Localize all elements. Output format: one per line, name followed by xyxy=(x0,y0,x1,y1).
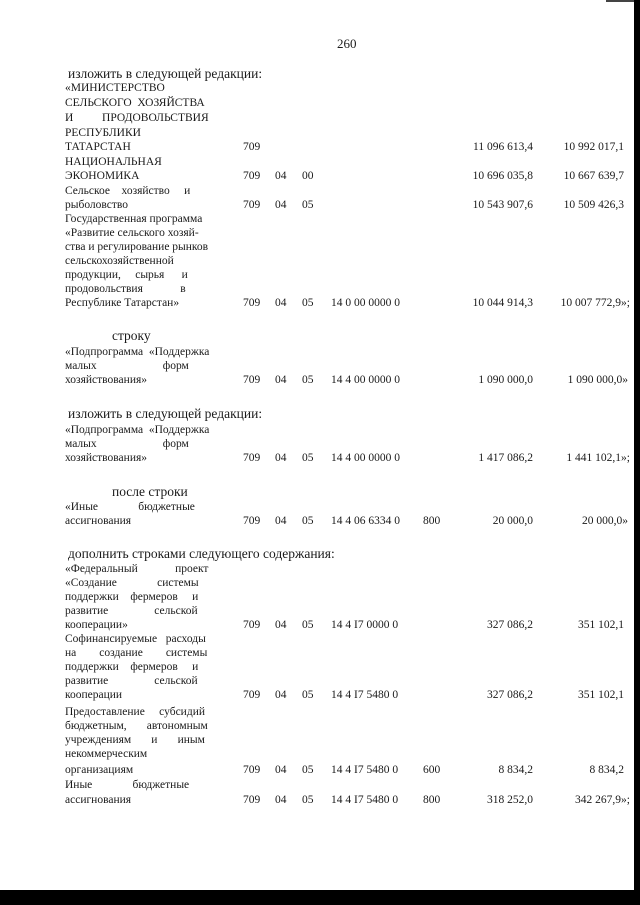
econ-value-2: 10 667 639,7 xyxy=(563,170,624,182)
other-alloc-line: «Иные бюджетные xyxy=(65,501,195,513)
program-line: ства и регулирование рынков xyxy=(65,241,209,253)
other-alloc-target: 14 4 06 6334 0 xyxy=(331,515,400,527)
subsidy-expense-type: 600 xyxy=(423,764,441,776)
other-alloc-new-section: 04 xyxy=(275,794,287,806)
subprogram-new-target: 14 4 00 0000 0 xyxy=(331,452,400,464)
scan-top-mark xyxy=(606,0,634,2)
program-value-2: 10 007 772,9»; xyxy=(560,297,630,309)
block2-lead: строку xyxy=(112,328,151,343)
program-line: сельскохозяйственной xyxy=(65,255,174,267)
federal-project-subsection: 05 xyxy=(302,619,314,631)
subsidy-target: 14 4 I7 5480 0 xyxy=(331,764,399,776)
econ-value-1: 10 696 035,8 xyxy=(472,170,533,182)
subprogram-subsection: 05 xyxy=(302,374,314,386)
subprogram-new-section: 04 xyxy=(275,452,287,464)
block4-lead: после строки xyxy=(112,484,188,499)
agri-line: рыболовство xyxy=(65,199,129,211)
program-subsection: 05 xyxy=(302,297,314,309)
subprogram-code: 709 xyxy=(243,374,261,386)
cofinance-line: кооперации xyxy=(65,689,123,701)
subprogram-new-line: «Подпрограмма «Поддержка xyxy=(65,424,210,436)
program-line: Государственная программа xyxy=(65,213,203,225)
subsidy-section: 04 xyxy=(275,764,287,776)
econ-code: 709 xyxy=(243,170,261,182)
agri-code: 709 xyxy=(243,199,261,211)
ministry-line: СЕЛЬСКОГО ХОЗЯЙСТВА xyxy=(65,97,205,109)
subprogram-target: 14 4 00 0000 0 xyxy=(331,374,400,386)
other-alloc-line: ассигнования xyxy=(65,515,132,527)
cofinance-value-2: 351 102,1 xyxy=(578,689,624,701)
federal-project-line: кооперации» xyxy=(65,619,128,631)
page-number: 260 xyxy=(337,36,357,51)
subprogram-new-line: малых форм xyxy=(65,438,189,450)
cofinance-target: 14 4 I7 5480 0 xyxy=(331,689,399,701)
cofinance-section: 04 xyxy=(275,689,287,701)
agri-value-1: 10 543 907,6 xyxy=(472,199,533,211)
cofinance-line: поддержки фермеров и xyxy=(65,661,199,673)
subprogram-line: «Подпрограмма «Поддержка xyxy=(65,346,210,358)
other-alloc-new-code: 709 xyxy=(243,794,261,806)
ministry-value-1: 11 096 613,4 xyxy=(473,141,533,153)
federal-project-code: 709 xyxy=(243,619,261,631)
econ-section: 04 xyxy=(275,170,287,182)
program-line: продукции, сырья и xyxy=(65,269,188,281)
block1-lead: изложить в следующей редакции: xyxy=(68,66,263,81)
other-alloc-value-2: 20 000,0» xyxy=(582,515,628,527)
federal-project-line: поддержки фермеров и xyxy=(65,591,199,603)
program-code: 709 xyxy=(243,297,261,309)
ministry-code: 709 xyxy=(243,141,261,153)
federal-project-value-1: 327 086,2 xyxy=(487,619,533,631)
ministry-line: ТАТАРСТАН xyxy=(65,141,131,153)
federal-project-line: развитие сельской xyxy=(65,605,198,617)
other-alloc-new-subsection: 05 xyxy=(302,794,314,806)
other-alloc-new-value-1: 318 252,0 xyxy=(487,794,533,806)
block5-lead: дополнить строками следующего содержания: xyxy=(68,546,335,561)
subprogram-line: малых форм xyxy=(65,360,189,372)
ministry-line: «МИНИСТЕРСТВО xyxy=(65,82,165,94)
program-target: 14 0 00 0000 0 xyxy=(331,297,400,309)
other-alloc-new-value-2: 342 267,9»; xyxy=(575,794,630,806)
subprogram-new-code: 709 xyxy=(243,452,261,464)
other-alloc-section: 04 xyxy=(275,515,287,527)
cofinance-value-1: 327 086,2 xyxy=(487,689,533,701)
subprogram-new-line: хозяйствования» xyxy=(65,452,148,464)
agri-section: 04 xyxy=(275,199,287,211)
econ-line: НАЦИОНАЛЬНАЯ xyxy=(65,156,162,168)
other-alloc-new-target: 14 4 I7 5480 0 xyxy=(331,794,399,806)
cofinance-subsection: 05 xyxy=(302,689,314,701)
program-value-1: 10 044 914,3 xyxy=(472,297,533,309)
subprogram-value-2: 1 090 000,0» xyxy=(567,374,628,386)
ministry-line: РЕСПУБЛИКИ xyxy=(65,127,141,139)
cofinance-code: 709 xyxy=(243,689,261,701)
subsidy-line: некоммерческим xyxy=(65,748,148,760)
subsidy-line: Предоставление субсидий xyxy=(65,706,205,718)
subsidy-value-1: 8 834,2 xyxy=(498,764,533,776)
other-alloc-code: 709 xyxy=(243,515,261,527)
agri-value-2: 10 509 426,3 xyxy=(563,199,624,211)
econ-line: ЭКОНОМИКА xyxy=(65,170,140,182)
federal-project-line: «Создание системы xyxy=(65,577,199,589)
program-line: продовольствия в xyxy=(65,283,186,295)
cofinance-line: Софинансируемые расходы xyxy=(65,633,206,645)
scan-right-border xyxy=(634,0,640,905)
subsidy-line: учреждениям и иным xyxy=(65,734,205,746)
subsidy-line: бюджетным, автономным xyxy=(65,720,208,732)
block3-lead: изложить в следующей редакции: xyxy=(68,406,263,421)
scan-bottom-border xyxy=(0,890,640,905)
subsidy-subsection: 05 xyxy=(302,764,314,776)
ministry-value-2: 10 992 017,1 xyxy=(563,141,624,153)
other-alloc-value-1: 20 000,0 xyxy=(492,515,533,527)
federal-project-line: «Федеральный проект xyxy=(65,563,209,575)
federal-project-target: 14 4 I7 0000 0 xyxy=(331,619,399,631)
agri-subsection: 05 xyxy=(302,199,314,211)
subprogram-value-1: 1 090 000,0 xyxy=(478,374,533,386)
other-alloc-new-expense-type: 800 xyxy=(423,794,441,806)
program-line: «Развитие сельского хозяй- xyxy=(65,227,199,239)
cofinance-line: на создание системы xyxy=(65,647,208,659)
other-alloc-new-line: ассигнования xyxy=(65,794,132,806)
subprogram-new-value-1: 1 417 086,2 xyxy=(478,452,533,464)
cofinance-line: развитие сельской xyxy=(65,675,198,687)
other-alloc-new-line: Иные бюджетные xyxy=(65,779,190,791)
subsidy-line: организациям xyxy=(65,764,134,776)
agri-line: Сельское хозяйство и xyxy=(65,185,191,197)
subprogram-new-value-2: 1 441 102,1»; xyxy=(566,452,630,464)
federal-project-value-2: 351 102,1 xyxy=(578,619,624,631)
econ-subsection: 00 xyxy=(302,170,314,182)
federal-project-section: 04 xyxy=(275,619,287,631)
subprogram-line: хозяйствования» xyxy=(65,374,148,386)
program-line: Республике Татарстан» xyxy=(65,297,180,309)
ministry-line: И ПРОДОВОЛЬСТВИЯ xyxy=(65,112,209,124)
subsidy-code: 709 xyxy=(243,764,261,776)
subprogram-section: 04 xyxy=(275,374,287,386)
other-alloc-subsection: 05 xyxy=(302,515,314,527)
program-section: 04 xyxy=(275,297,287,309)
subsidy-value-2: 8 834,2 xyxy=(589,764,624,776)
other-alloc-expense-type: 800 xyxy=(423,515,441,527)
subprogram-new-subsection: 05 xyxy=(302,452,314,464)
